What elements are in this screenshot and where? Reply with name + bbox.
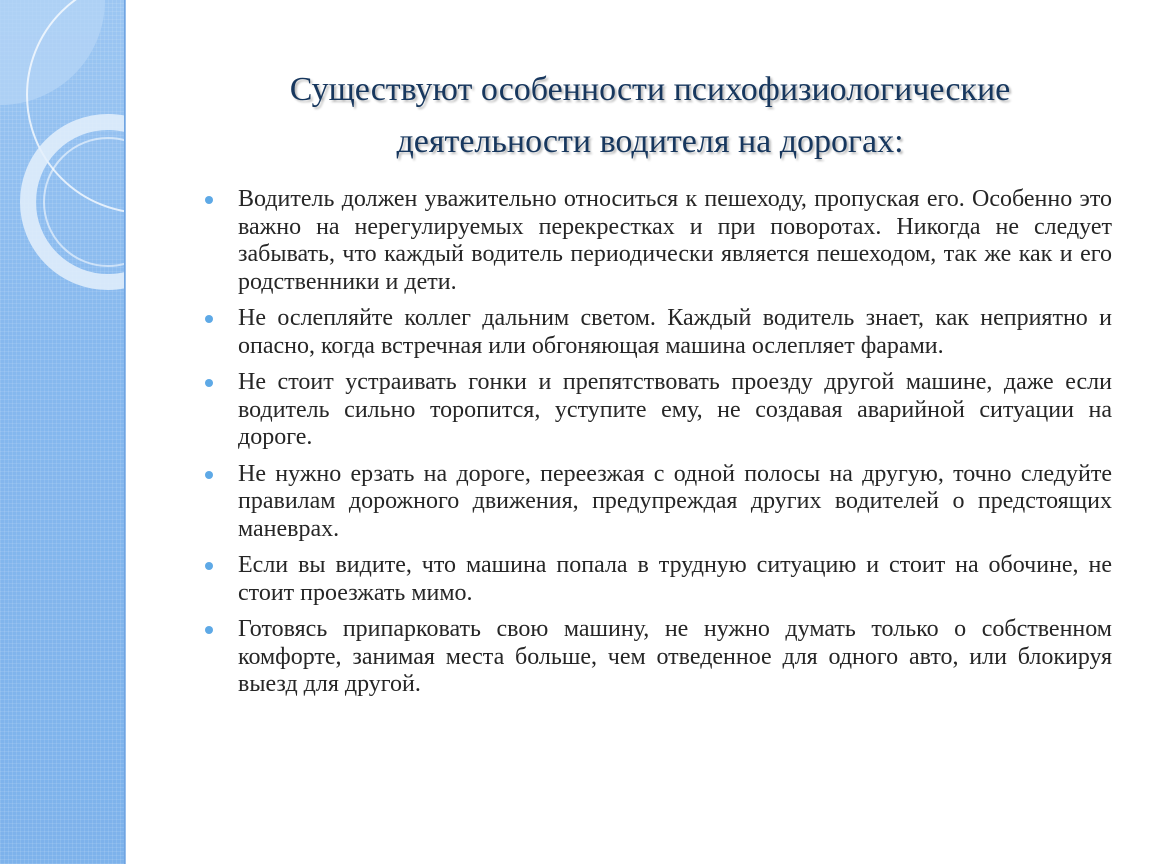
- bullet-dot-icon: [205, 471, 213, 479]
- bullet-dot-icon: [205, 626, 213, 634]
- list-item: [200, 616, 1112, 699]
- list-item-text: Водитель должен уважительно относиться к пешеходу, пропуская его. Особенно это важно на нерегулируемых перекрестках и при поворотах. Никогда не следует забывать, что каждый водитель периодически является пешеходом, так же как и его родственники и дети.: [238, 186, 1112, 295]
- slide-title-line-2: деятельности водителя на дорогах:: [396, 123, 904, 160]
- sidebar-circles-decoration: [0, 0, 126, 864]
- bullet-dot-icon: [205, 315, 213, 323]
- slide-title: [190, 64, 1110, 168]
- list-item: [200, 305, 1112, 360]
- list-item-text: Если вы видите, что машина попала в трудную ситуацию и стоит на обочине, не стоит проезжать мимо.: [238, 552, 1112, 606]
- decorative-sidebar: [0, 0, 126, 864]
- sidebar-inner-ring: [44, 138, 126, 266]
- bullet-dot-icon: [205, 562, 213, 570]
- list-item: [200, 186, 1112, 296]
- sidebar-edge: [124, 0, 126, 864]
- list-item: [200, 369, 1112, 452]
- slide-title-line-1: Существуют особенности психофизиологические: [289, 71, 1011, 108]
- list-item: [200, 552, 1112, 607]
- list-item-text: Готовясь припарковать свою машину, не нужно думать только о собственном комфорте, занимая места больше, чем отведенное для одного авто, или блокируя выезд для другой.: [238, 616, 1112, 697]
- list-item-text: Не нужно ерзать на дороге, переезжая с одной полосы на другую, точно следуйте правилам дорожного движения, предупреждая других водителей о предстоящих маневрах.: [238, 460, 1112, 542]
- list-item-text: Не ослепляйте коллег дальним светом. Каждый водитель знает, как неприятно и опасно, когда встречная или обгоняющая машина ослепляет фарами.: [238, 305, 1112, 359]
- sidebar-top-arc: [0, 0, 105, 105]
- list-item: [200, 461, 1112, 544]
- bullet-list: [200, 186, 1112, 708]
- bullet-dot-icon: [205, 196, 213, 204]
- list-item-text: Не стоит устраивать гонки и препятствовать проезду другой машине, даже если водитель сильно торопится, уступите ему, не создавая аварийной ситуации на дороге.: [238, 369, 1112, 450]
- bullet-dot-icon: [205, 379, 213, 387]
